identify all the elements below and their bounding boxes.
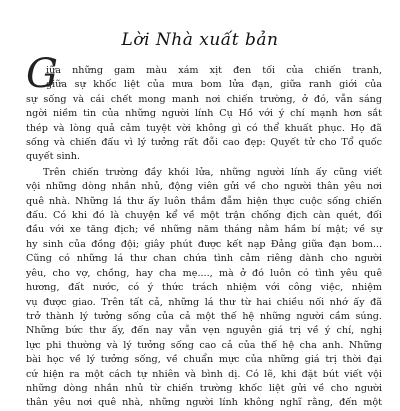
text-line: thân yêu nơi quê nhà, những người lính không nghĩ rằng, đến một — [26, 397, 382, 409]
text-line: cứ hiện ra một cách tự nhiên và bình dị. Có lẽ, khi đặt bút viết vội — [26, 368, 382, 380]
paragraph-1 — [26, 51, 382, 165]
text-line: đấu. Có khi đó là chuyện kể về một trận chống địch càn quét, đối — [26, 210, 382, 222]
text-line: Trên chiến trường đầy khói lửa, những người lính ấy cũng viết — [43, 166, 382, 178]
text-line: Cũng có những lá thư chan chứa tình cảm riêng dành cho người — [26, 253, 382, 265]
text-line: trở thành lý tưởng sống của cả một thế hệ những người cầm súng. — [26, 310, 382, 322]
text-line: quê nhà. Những lá thư ấy luôn thắm đẫm hiện thực cuộc sống chiến — [26, 195, 382, 207]
text-line: bài học về lý tưởng sống, về chuẩn mực của những giá trị thời đại — [26, 354, 382, 366]
text-line: hương, đất nước, có ý thức trách nhiệm với công việc, nhiệm — [26, 282, 382, 294]
text-line: những dòng nhắn nhủ từ chiến trường khốc liệt gửi về cho người — [26, 382, 382, 394]
page-title: Lời Nhà xuất bản — [121, 30, 279, 50]
text-line: thép và lòng quả cảm tuyệt vời không gì có thể khuất phục. Họ đã — [26, 122, 382, 134]
text-line: lực phi thường và lý tưởng sống cao cả của thế hệ cha anh. Những — [26, 339, 382, 351]
text-line: ngời niềm tin của những người lính Cụ Hồ với ý chí mạnh hơn sắt — [26, 108, 382, 120]
text-line: iữa những gam màu xám xịt đen tối của chiến tranh, — [46, 65, 382, 76]
text-line: sống và chiến đấu vì lý tưởng rất đỗi cao đẹp: Quyết tử cho Tổ quốc — [26, 137, 382, 149]
text-line: giữa sự khốc liệt của mưa bom lửa đạn, giữa ranh giới của — [46, 79, 382, 91]
text-line: Những bức thư ấy, đến nay vẫn vẹn nguyên giá trị về ý chí, nghị — [26, 325, 382, 337]
paragraph-2 — [26, 166, 382, 411]
text-line: yêu, cho vợ, chồng, hay cha mẹ...., mà ở đó luôn có tình yêu quê — [26, 267, 382, 279]
preface-body — [26, 51, 382, 411]
text-line: quyết sinh. — [26, 151, 80, 163]
text-line: đầu với xe tăng địch; về những năm tháng nằm hầm bí mật; về sự — [26, 224, 382, 236]
text-line: vụ được giao. Trên tất cả, những lá thư từ hai chiều nối nhớ ấy đã — [26, 296, 382, 308]
text-line: vội những dòng nhắn nhủ, động viên gửi về cho người thân yêu nơi — [26, 181, 382, 193]
text-line: sự sống và cái chết mong manh nơi chiến trường, ở đó, vẫn sáng — [26, 93, 382, 105]
text-line: hy sinh của đồng đội; giây phút được kết nạp Đảng giữa đạn bom... — [26, 238, 382, 250]
drop-cap-letter: G — [26, 51, 58, 97]
